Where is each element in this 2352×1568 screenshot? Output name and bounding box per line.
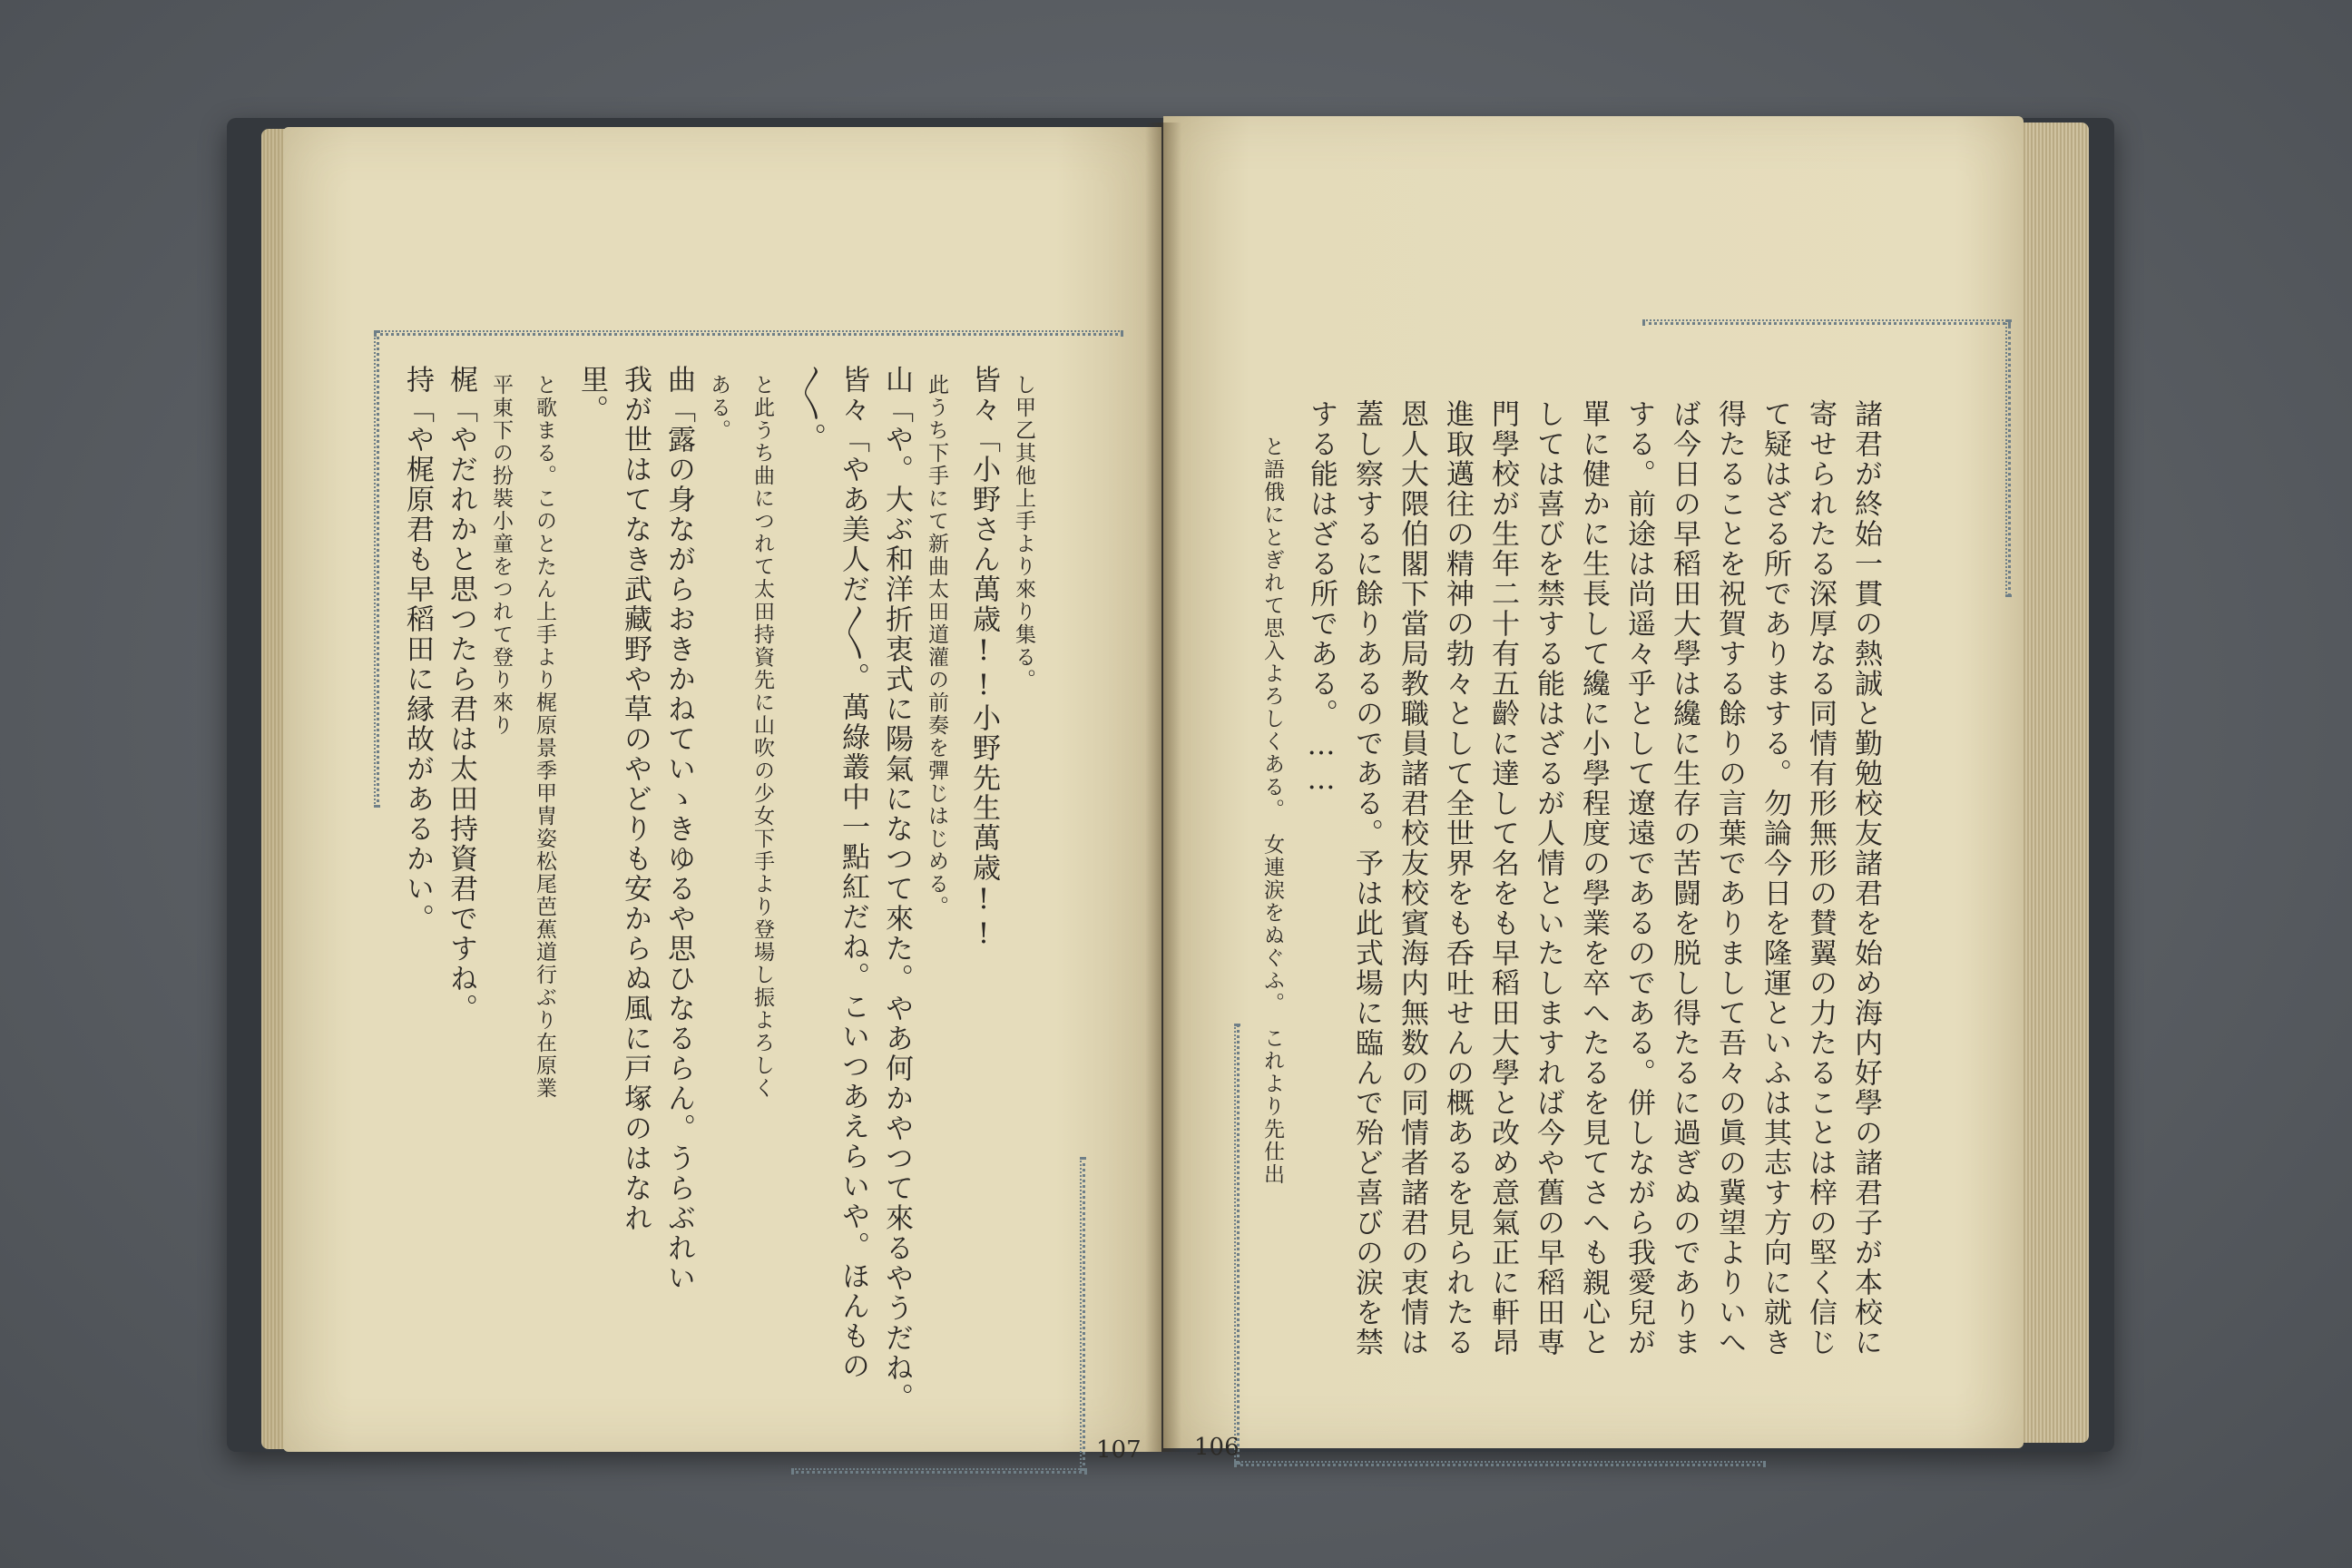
text-line: 寄せられたる深厚なる同情有形無形の賛翼の力たることは梓の堅く信じ bbox=[1804, 399, 1837, 1357]
text-line: 里。 bbox=[575, 365, 608, 425]
frame-bottom-right bbox=[1080, 1157, 1085, 1471]
text-line: 諸君が終始一貫の熱誠と勤勉校友諸君を始め海内好學の諸君子が本校に bbox=[1849, 399, 1882, 1357]
text-line: 梶「やだれかと思つたら君は太田持資君ですね。 bbox=[445, 365, 477, 1024]
frame-top-rule bbox=[1642, 319, 2011, 325]
text-line: 進取邁往の精神の勃々として全世界をも呑吐せんの概あるを見られたる bbox=[1441, 399, 1474, 1357]
left-page bbox=[283, 127, 1161, 1464]
text-line: 皆々「やあ美人だ〳〵。萬綠叢中一點紅だね。こいつあえらいや。ほんもの bbox=[837, 365, 869, 1381]
frame-top-right bbox=[2005, 319, 2011, 597]
stage-direction-line: と此うち曲につれて太田持資先に山吹の少女下手より登場し振よろしく bbox=[750, 374, 774, 1100]
text-line: しては喜びを禁する能はざるが人情といたしますれば今や舊の早稻田専 bbox=[1532, 399, 1564, 1357]
text-line: 持「や梶原君も早稻田に縁故があるかい。 bbox=[401, 365, 434, 934]
text-line: 單に健かに生長して纔に小學程度の學業を卒へたるを見てさへも親心と bbox=[1577, 399, 1610, 1357]
page-edges-right bbox=[2022, 122, 2089, 1443]
stage-direction-line: 平東下の扮裝小童をつれて登り來り bbox=[489, 374, 513, 737]
stage-direction-line: ある。 bbox=[707, 374, 730, 442]
stage-direction-line: 此うち下手にて新曲太田道灌の前奏を彈じはじめる。 bbox=[925, 374, 948, 918]
frame-bottom-left bbox=[1234, 1024, 1240, 1465]
text-line: ば今日の早稻田大學は纔に生存の苦闘を脱し得たるに過ぎぬのでありま bbox=[1668, 399, 1700, 1357]
frame-bottom-rule bbox=[1234, 1461, 1766, 1466]
text-line: 蓋し察するに餘りあるのである。予は此式場に臨んで殆ど喜びの涙を禁 bbox=[1350, 399, 1383, 1357]
text-line: 恩人大隈伯閣下當局教職員諸君校友校賓海内無数の同情者諸君の衷情は bbox=[1396, 399, 1428, 1357]
text-line: 山「や。大ぶ和洋折衷式に陽氣になつて來た。やあ何かやつて來るやうだね。 bbox=[880, 365, 913, 1413]
frame-bottom-rule bbox=[791, 1468, 1087, 1474]
text-line: 我が世はてなき武藏野や草のやどりも安からぬ風に戸塚のはなれ bbox=[619, 365, 652, 1233]
page-number: 106 bbox=[1194, 1434, 1240, 1461]
right-page bbox=[1163, 116, 2024, 1461]
frame-top-rule bbox=[374, 330, 1123, 336]
text-line: て疑はざる所でありまする。勿論今日を隆運といふは其志す方向に就き bbox=[1759, 399, 1791, 1357]
text-line: 曲「露の身ながらおきかねていゝきゆるや思ひなるらん。うらぶれい bbox=[662, 365, 695, 1293]
stage-direction-line: と語俄にとぎれて思入よろしくある。 女連涙をぬぐふ。 これより先仕出 bbox=[1260, 436, 1284, 1186]
text-line: 〳〵。 bbox=[793, 365, 826, 453]
text-line: する能はざる所である。…… bbox=[1305, 399, 1338, 798]
text-line: 門學校が生年二十有五齡に達して名をも早稻田大學と改め意氣正に軒昂 bbox=[1486, 399, 1519, 1357]
book-gutter bbox=[1145, 122, 1181, 1452]
stage-direction-line: し甲乙其他上手より來り集る。 bbox=[1012, 374, 1035, 691]
page-number: 107 bbox=[1096, 1436, 1142, 1464]
stage-direction-line: と歌まる。このとたん上手より梶原景季甲冑姿松尾芭蕉道行ぶり在原業 bbox=[533, 374, 556, 1100]
text-line: 得たることを祝賀する餘りの言葉でありまして吾々の眞の冀望よりいへ bbox=[1713, 399, 1746, 1357]
text-line: する。前途は尚遥々乎として遼遠であるのである。併しながら我愛兒が bbox=[1622, 399, 1655, 1357]
text-line: 皆々「小野さん萬歳!!小野先生萬歳!! bbox=[967, 365, 1000, 952]
frame-top-left bbox=[374, 330, 379, 808]
